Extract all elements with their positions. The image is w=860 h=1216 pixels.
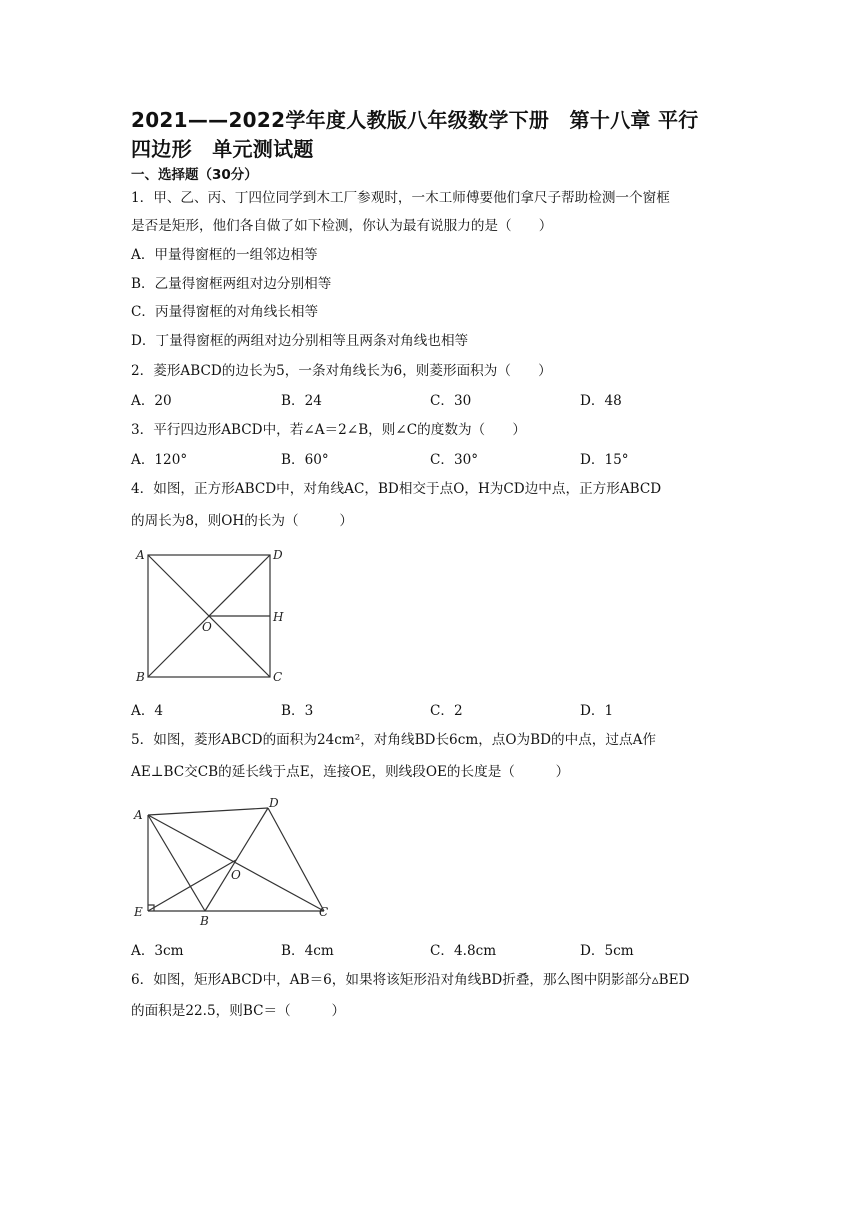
title-line-2: 四边形 单元测试题 (131, 137, 314, 161)
label-a: A (136, 548, 145, 562)
q5-line-2: AE⊥BC交CB的延长线于点E，连接OE，则线段OE的长度是（ ） (131, 764, 570, 780)
diagonal-bd (205, 808, 268, 911)
side-ad (148, 808, 268, 815)
label-d: D (269, 796, 279, 810)
q5-option-a: A．3cm (131, 943, 184, 959)
q2-option-a: A．20 (131, 393, 172, 409)
title-line-1: 2021——2022学年度人教版八年级数学下册 第十八章 平行 (131, 108, 699, 132)
side-ab (148, 815, 205, 911)
q1-option-d: D．丁量得窗框的两组对边分别相等且两条对角线也相等 (131, 333, 469, 349)
q1-option-c: C．丙量得窗框的对角线长相等 (131, 304, 319, 320)
q3-option-d: D．15° (580, 452, 629, 468)
q2-option-d: D．48 (580, 393, 622, 409)
q2-option-c: C．30 (430, 393, 472, 409)
q4-option-d: D．1 (580, 703, 614, 719)
q2-option-b: B．24 (281, 393, 322, 409)
q5-rhombus-figure (130, 795, 340, 930)
label-e: E (134, 905, 143, 919)
label-d: D (273, 548, 283, 562)
label-b: B (136, 670, 145, 684)
q5-option-c: C．4.8cm (430, 943, 497, 959)
q6-line-2: 的面积是22.5，则BC＝（ ） (131, 1003, 346, 1019)
label-h: H (273, 610, 284, 624)
q3-option-c: C．30° (430, 452, 479, 468)
q5-option-b: B．4cm (281, 943, 334, 959)
q4-square-figure (130, 543, 290, 688)
q3-line-1: 3．平行四边形ABCD中，若∠A＝2∠B，则∠C的度数为（ ） (131, 422, 526, 438)
q1-option-a: A．甲量得窗框的一组邻边相等 (131, 247, 318, 263)
q1-line-1: 1．甲、乙、丙、丁四位同学到木工厂参观时，一木工师傅要他们拿尺子帮助检测一个窗框 (131, 190, 670, 206)
q1-option-b: B．乙量得窗框两组对边分别相等 (131, 276, 332, 292)
q3-option-b: B．60° (281, 452, 329, 468)
label-c: C (319, 905, 329, 919)
q1-line-2: 是否是矩形，他们各自做了如下检测，你认为最有说服力的是（ ） (131, 218, 553, 234)
segment-oe (148, 860, 236, 911)
q4-option-c: C．2 (430, 703, 463, 719)
page-title (131, 106, 751, 164)
q3-option-a: A．120° (131, 452, 188, 468)
label-o: O (231, 868, 241, 882)
label-c: C (273, 670, 283, 684)
q4-line-2: 的周长为8，则OH的长为（ ） (131, 513, 353, 529)
label-b: B (200, 914, 209, 928)
q4-line-1: 4．如图，正方形ABCD中，对角线AC，BD相交于点O，H为CD边中点，正方形ABCD (131, 481, 662, 497)
label-o: O (202, 620, 212, 634)
q6-line-1: 6．如图，矩形ABCD中，AB＝6，如果将该矩形沿对角线BD折叠，那么图中阴影部分▵BED (131, 972, 690, 988)
q4-option-a: A．4 (131, 703, 164, 719)
q4-option-b: B．3 (281, 703, 314, 719)
label-a: A (134, 808, 143, 822)
q5-line-1: 5．如图，菱形ABCD的面积为24cm²，对角线BD长6cm，点O为BD的中点，过点A作 (131, 732, 656, 748)
q5-option-d: D．5cm (580, 943, 634, 959)
q2-line-1: 2．菱形ABCD的边长为5，一条对角线长为6，则菱形面积为（ ） (131, 363, 552, 379)
section-heading: 一、选择题（30分） (131, 167, 258, 183)
